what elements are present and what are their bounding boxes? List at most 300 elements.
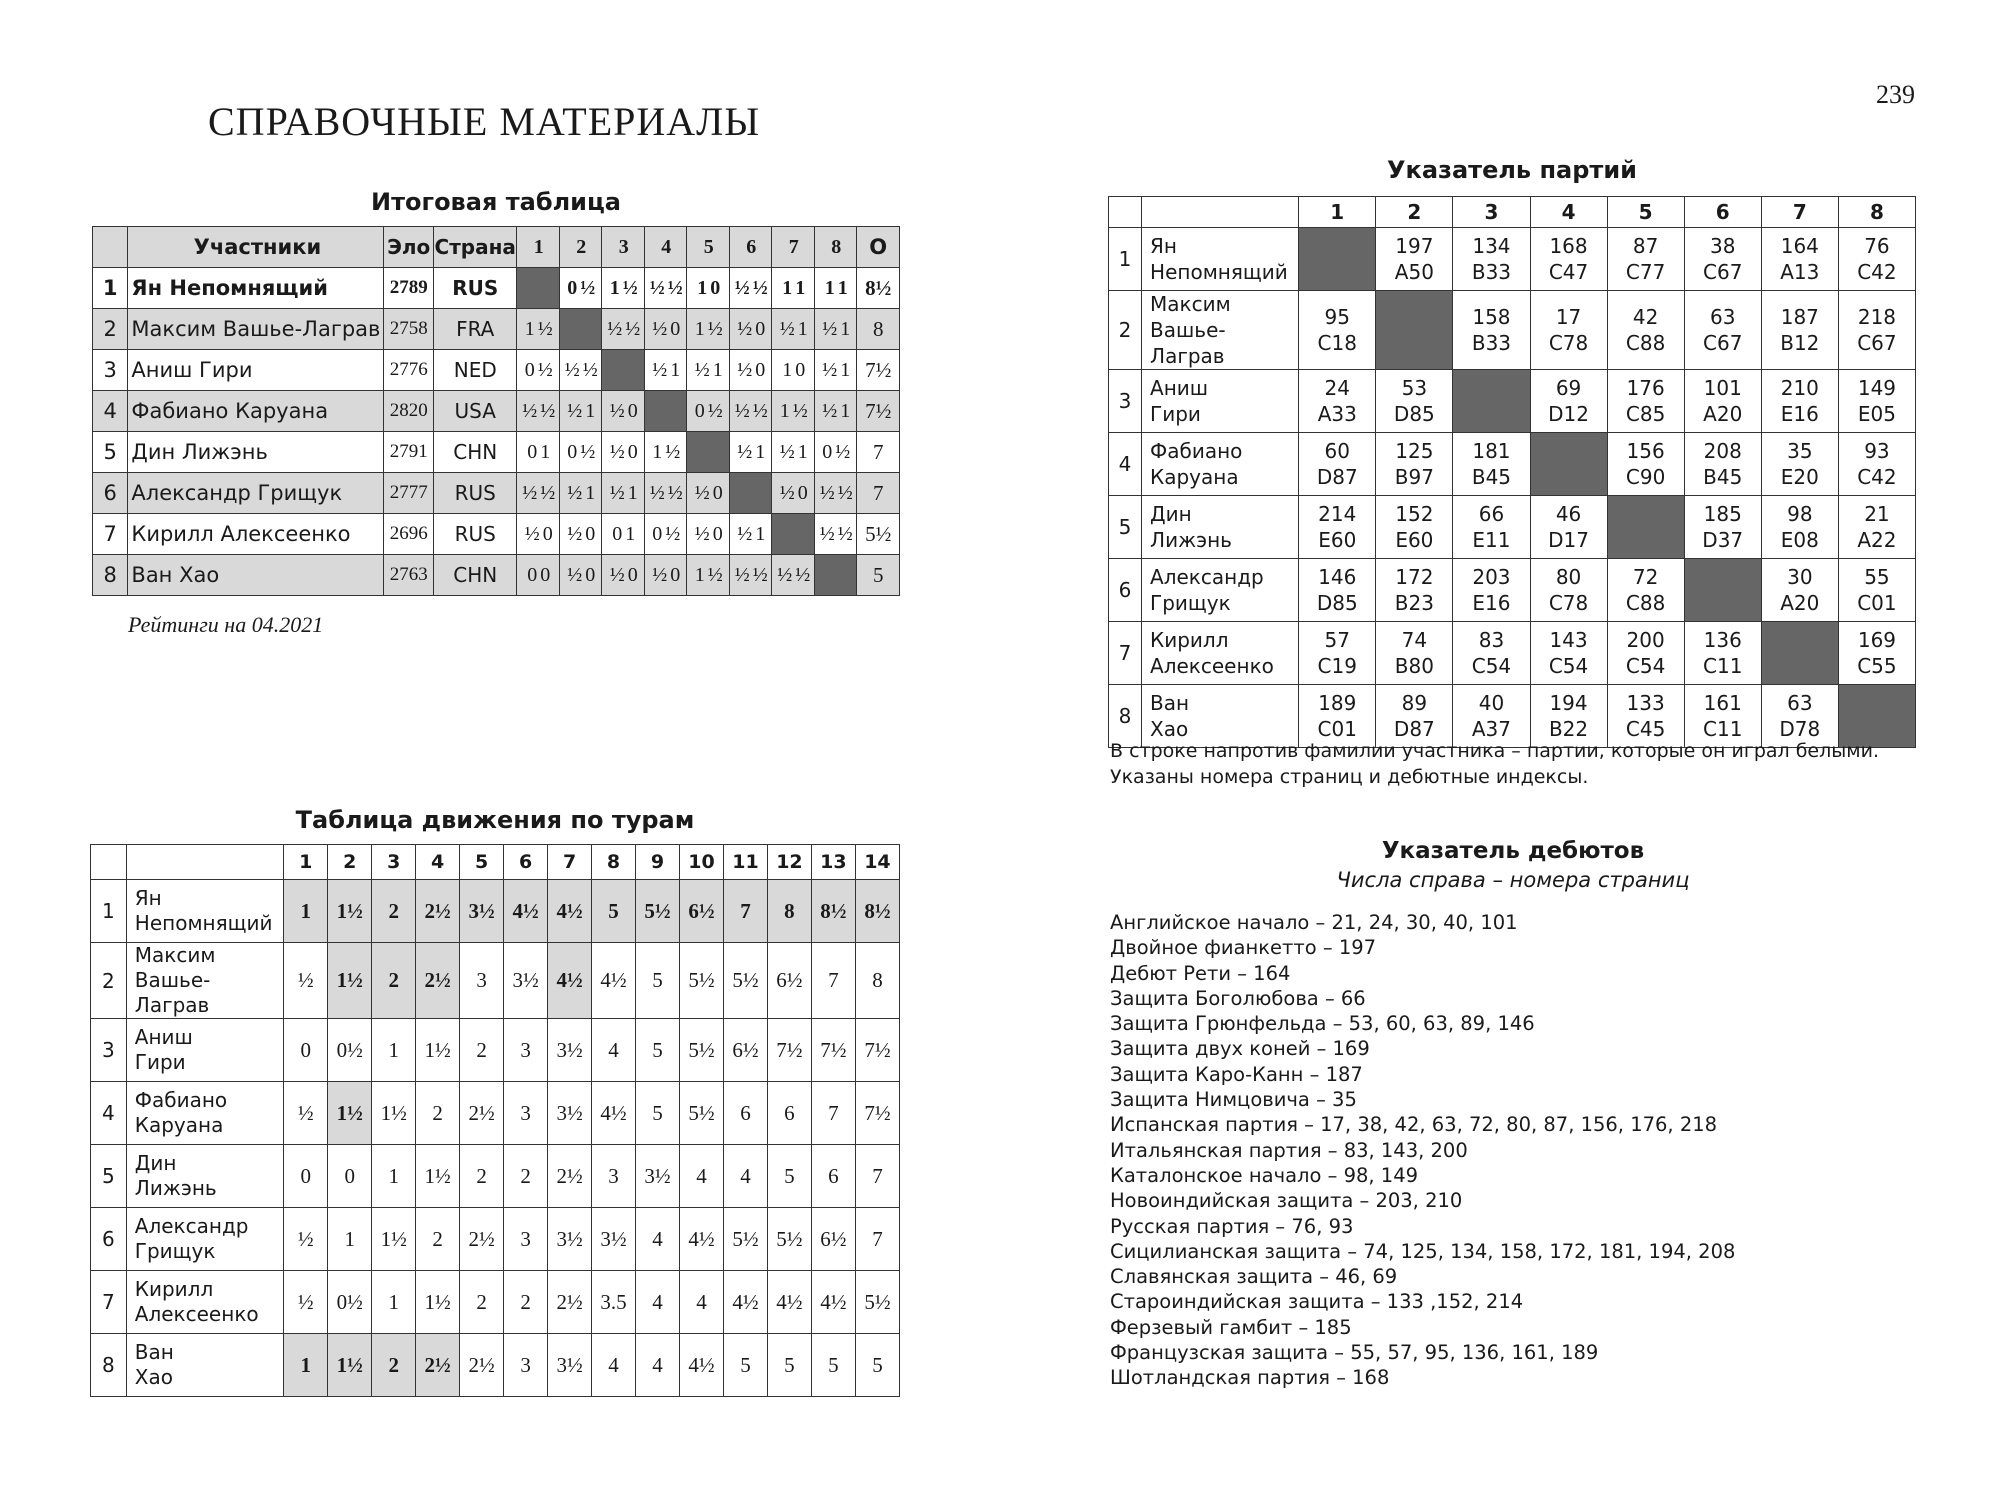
games-eco-code: C54 <box>1548 654 1589 678</box>
rounds-score: 1 <box>372 1271 416 1334</box>
rounds-score: 5 <box>767 1145 811 1208</box>
games-cell <box>1838 622 1915 685</box>
rounds-header-round: 13 <box>811 845 855 880</box>
games-cell <box>1761 559 1838 622</box>
standings-header-opponent: 6 <box>729 227 772 268</box>
games-player-name <box>1142 370 1299 433</box>
games-page-number: 21 <box>1864 502 1890 526</box>
rounds-score: 2½ <box>416 880 460 943</box>
games-eco-code: C78 <box>1548 331 1589 355</box>
games-player-first-name: Александр <box>1150 565 1264 589</box>
rounds-score: 5½ <box>723 943 767 1019</box>
games-cell <box>1684 228 1761 291</box>
games-cell <box>1838 433 1915 496</box>
rounds-score: 4½ <box>548 880 592 943</box>
standings-result: ½ 0 <box>602 432 645 473</box>
standings-result: ½ 0 <box>644 555 687 596</box>
rounds-player-first-name: Кирилл <box>134 1277 214 1301</box>
games-cell <box>1607 559 1684 622</box>
games-caption: Указатель партий <box>1387 156 1637 184</box>
rounds-score: 3 <box>504 1082 548 1145</box>
games-cell <box>1299 496 1376 559</box>
games-header-opponent: 2 <box>1376 197 1453 228</box>
standings-result: 0 ½ <box>559 268 602 309</box>
games-eco-code: C18 <box>1317 331 1357 355</box>
games-header-opponent: 4 <box>1530 197 1607 228</box>
games-row <box>1109 559 1916 622</box>
games-self-cell <box>1761 622 1838 685</box>
standings-result: ½ 1 <box>644 350 687 391</box>
games-eco-code: A13 <box>1780 260 1820 284</box>
standings-self-cell <box>687 432 730 473</box>
rounds-score: 2 <box>416 1082 460 1145</box>
games-eco-code: D87 <box>1393 717 1435 741</box>
rounds-score: 3 <box>504 1019 548 1082</box>
games-eco-code: B33 <box>1471 260 1512 284</box>
standings-total: 8½ <box>857 268 900 309</box>
games-cell <box>1607 622 1684 685</box>
rounds-rank: 5 <box>91 1145 127 1208</box>
games-player-first-name: Максим <box>1150 292 1231 316</box>
rounds-score: 2 <box>416 1208 460 1271</box>
rounds-score: 8½ <box>811 880 855 943</box>
games-cell <box>1453 622 1530 685</box>
standings-result: ½ ½ <box>644 473 687 514</box>
rounds-player-name <box>126 1334 284 1397</box>
standings-result: ½ ½ <box>729 268 772 309</box>
rounds-score: 7½ <box>811 1019 855 1082</box>
rounds-score: 7 <box>811 943 855 1019</box>
games-page-number: 146 <box>1318 565 1357 589</box>
rounds-score: 1½ <box>328 1082 372 1145</box>
rounds-score: ½ <box>284 1271 328 1334</box>
rounds-score: 5½ <box>636 880 680 943</box>
games-cell <box>1453 291 1530 370</box>
games-page-number: 101 <box>1703 376 1742 400</box>
rounds-score: 5½ <box>680 1019 724 1082</box>
rounds-score: 5½ <box>723 1208 767 1271</box>
games-page-number: 69 <box>1555 376 1582 400</box>
games-page-number: 46 <box>1555 502 1582 526</box>
rounds-score: 7½ <box>855 1082 899 1145</box>
games-eco-code: D85 <box>1393 402 1435 426</box>
rounds-caption: Таблица движения по турам <box>295 806 695 834</box>
games-page-number: 76 <box>1864 234 1890 258</box>
games-eco-code: B23 <box>1394 591 1434 615</box>
standings-result: ½ 0 <box>517 514 560 555</box>
games-eco-code: C67 <box>1857 331 1897 355</box>
rounds-player-first-name: Ван <box>134 1340 174 1364</box>
rounds-score: 1½ <box>372 1082 416 1145</box>
games-cell <box>1607 228 1684 291</box>
games-header-opponent: 5 <box>1607 197 1684 228</box>
standings-header-participants: Участники <box>128 227 384 268</box>
games-header-opponent: 7 <box>1761 197 1838 228</box>
games-page-number: 30 <box>1787 565 1813 589</box>
opening-item: Защита Нимцовича – 35 <box>1110 1088 1357 1112</box>
rounds-score: 5 <box>636 1082 680 1145</box>
rounds-player-name <box>126 1019 284 1082</box>
rounds-player-last-name: Хао <box>134 1365 173 1389</box>
standings-result: 0 ½ <box>644 514 687 555</box>
standings-row <box>93 514 900 555</box>
games-page-number: 93 <box>1864 439 1890 463</box>
standings-country: CHN <box>434 555 517 596</box>
games-eco-code: E05 <box>1857 402 1896 426</box>
rounds-score: 7½ <box>767 1019 811 1082</box>
games-cell <box>1838 370 1915 433</box>
games-eco-code: E60 <box>1395 528 1434 552</box>
rounds-row <box>91 1082 900 1145</box>
rounds-score: 5½ <box>855 1271 899 1334</box>
rounds-rank: 1 <box>91 880 127 943</box>
standings-rank: 1 <box>93 268 128 309</box>
rounds-score: 4 <box>680 1145 724 1208</box>
rounds-score: 4 <box>592 1019 636 1082</box>
games-page-number: 63 <box>1710 305 1736 329</box>
games-eco-code: C42 <box>1857 260 1897 284</box>
games-cell <box>1376 370 1453 433</box>
games-header-opponent: 6 <box>1684 197 1761 228</box>
rounds-header-row <box>91 845 900 880</box>
opening-item: Английское начало – 21, 24, 30, 40, 101 <box>1110 911 1518 934</box>
games-eco-code: C01 <box>1857 591 1897 615</box>
games-cell <box>1453 228 1530 291</box>
rounds-score: 0 <box>284 1145 328 1208</box>
games-cell <box>1376 496 1453 559</box>
games-cell <box>1838 496 1915 559</box>
standings-rank: 7 <box>93 514 128 555</box>
standings-result: 1 0 <box>687 268 730 309</box>
games-eco-code: C55 <box>1857 654 1897 678</box>
games-player-first-name: Фабиано <box>1150 439 1243 463</box>
standings-result: ½ 0 <box>644 309 687 350</box>
standings-elo: 2820 <box>384 391 434 432</box>
games-player-last-name: Грищук <box>1150 591 1231 615</box>
games-eco-code: A33 <box>1317 402 1357 426</box>
rounds-player-first-name: Ян <box>134 886 162 910</box>
standings-result: ½ 1 <box>559 391 602 432</box>
rounds-score: 1 <box>328 1208 372 1271</box>
rounds-header-name <box>126 845 284 880</box>
games-eco-code: B80 <box>1394 654 1434 678</box>
rounds-score: 5½ <box>680 1082 724 1145</box>
standings-elo: 2776 <box>384 350 434 391</box>
standings-result: ½ 1 <box>687 350 730 391</box>
rounds-score: 6½ <box>811 1208 855 1271</box>
games-page-number: 87 <box>1632 234 1659 258</box>
games-self-cell <box>1299 228 1376 291</box>
games-eco-code: C11 <box>1703 717 1743 741</box>
standings-header-opponent: 1 <box>517 227 560 268</box>
games-cell <box>1838 228 1915 291</box>
rounds-header-round: 12 <box>767 845 811 880</box>
rounds-score: 1½ <box>328 880 372 943</box>
games-page-number: 95 <box>1324 305 1350 329</box>
rounds-score: 2½ <box>460 1208 504 1271</box>
games-eco-code: E11 <box>1472 528 1511 552</box>
rounds-rank: 6 <box>91 1208 127 1271</box>
rounds-header-round: 6 <box>504 845 548 880</box>
games-player-name <box>1142 433 1299 496</box>
rounds-score: 0 <box>284 1019 328 1082</box>
games-cell <box>1453 559 1530 622</box>
games-page-number: 210 <box>1780 376 1819 400</box>
standings-country: RUS <box>434 473 517 514</box>
games-self-cell <box>1453 370 1530 433</box>
rounds-score: 7 <box>855 1145 899 1208</box>
opening-item: Славянская защита – 46, 69 <box>1110 1265 1398 1289</box>
rounds-score: 7½ <box>855 1019 899 1082</box>
opening-item: Защита Боголюбова – 66 <box>1110 986 1366 1010</box>
rounds-row <box>91 1145 900 1208</box>
games-eco-code: C01 <box>1317 717 1357 741</box>
standings-total: 7½ <box>857 350 900 391</box>
rounds-score: 4½ <box>680 1208 724 1271</box>
games-cell <box>1530 228 1607 291</box>
standings-rank: 6 <box>93 473 128 514</box>
standings-result: ½ 0 <box>559 514 602 555</box>
games-page-number: 189 <box>1318 691 1357 715</box>
games-player-first-name: Дин <box>1150 502 1192 526</box>
standings-self-cell <box>814 555 857 596</box>
rounds-score: 0 <box>328 1145 372 1208</box>
standings-result: ½ 0 <box>687 473 730 514</box>
standings-row <box>93 268 900 309</box>
games-page-number: 83 <box>1478 628 1505 652</box>
games-header-opponent: 1 <box>1299 197 1376 228</box>
games-cell <box>1761 496 1838 559</box>
rounds-score: 5½ <box>680 943 724 1019</box>
standings-result: ½ 1 <box>729 432 772 473</box>
games-rank: 4 <box>1109 433 1142 496</box>
rounds-score: 1½ <box>416 1145 460 1208</box>
standings-header-opponent: 8 <box>814 227 857 268</box>
games-page-number: 203 <box>1472 565 1511 589</box>
games-player-first-name: Кирилл <box>1150 628 1229 652</box>
standings-player-name: Кирилл Алексеенко <box>128 514 384 555</box>
rounds-score: 6½ <box>723 1019 767 1082</box>
games-self-cell <box>1607 496 1684 559</box>
games-eco-code: E16 <box>1472 591 1511 615</box>
games-eco-code: D78 <box>1779 717 1821 741</box>
opening-item: Защита Каро-Канн – 187 <box>1110 1062 1363 1086</box>
rounds-score: 6½ <box>680 880 724 943</box>
opening-item: Дебют Рети – 164 <box>1110 961 1291 985</box>
games-eco-code: A22 <box>1857 528 1897 552</box>
games-eco-code: E16 <box>1780 402 1819 426</box>
rounds-score: 3½ <box>548 1082 592 1145</box>
rounds-header-round: 5 <box>460 845 504 880</box>
rounds-score: 2 <box>372 1334 416 1397</box>
games-cell <box>1684 496 1761 559</box>
games-page-number: 143 <box>1549 628 1588 652</box>
standings-result: ½ ½ <box>772 555 815 596</box>
standings-result: ½ 0 <box>687 514 730 555</box>
games-rank: 5 <box>1109 496 1142 559</box>
rounds-score: 1½ <box>372 1208 416 1271</box>
games-self-cell <box>1376 291 1453 370</box>
rounds-score: 3½ <box>592 1208 636 1271</box>
games-eco-code: B33 <box>1471 331 1512 355</box>
games-eco-code: B45 <box>1471 465 1512 489</box>
rounds-score: 3½ <box>504 943 548 1019</box>
rounds-row <box>91 1208 900 1271</box>
standings-self-cell <box>729 473 772 514</box>
rounds-score: 5 <box>636 1019 680 1082</box>
games-eco-code: A20 <box>1780 591 1820 615</box>
standings-player-name: Фабиано Каруана <box>128 391 384 432</box>
standings-result: ½ ½ <box>644 268 687 309</box>
games-header-corner <box>1109 197 1142 228</box>
games-page-number: 24 <box>1324 376 1350 400</box>
rounds-player-last-name: Каруана <box>134 1113 224 1137</box>
games-eco-code: C88 <box>1625 331 1666 355</box>
opening-item: Русская партия – 76, 93 <box>1110 1214 1354 1238</box>
games-cell <box>1530 559 1607 622</box>
rounds-score: 1½ <box>328 1334 372 1397</box>
rounds-score: 1½ <box>328 943 372 1019</box>
rounds-score: 4 <box>636 1271 680 1334</box>
games-page-number: 134 <box>1472 234 1511 258</box>
rounds-score: 0½ <box>328 1019 372 1082</box>
games-self-cell <box>1684 559 1761 622</box>
standings-elo: 2696 <box>384 514 434 555</box>
games-page-number: 125 <box>1395 439 1434 463</box>
games-page-number: 55 <box>1864 565 1890 589</box>
games-header-row <box>1109 197 1916 228</box>
standings-self-cell <box>517 268 560 309</box>
games-player-last-name: Вашье-Лаграв <box>1150 318 1226 368</box>
standings-result: ½ 0 <box>602 555 645 596</box>
games-cell <box>1530 622 1607 685</box>
games-cell <box>1299 370 1376 433</box>
games-cell <box>1299 622 1376 685</box>
opening-item: Итальянская партия – 83, 143, 200 <box>1110 1138 1468 1162</box>
standings-result: ½ ½ <box>602 309 645 350</box>
rounds-score: 4½ <box>504 880 548 943</box>
rounds-score: 4 <box>636 1334 680 1397</box>
standings-result: 1 ½ <box>644 432 687 473</box>
games-player-last-name: Каруана <box>1150 465 1239 489</box>
rounds-score: 2 <box>460 1145 504 1208</box>
rounds-score: 3 <box>592 1145 636 1208</box>
games-page-number: 53 <box>1401 376 1428 400</box>
games-eco-code: B22 <box>1548 717 1589 741</box>
standings-self-cell <box>602 350 645 391</box>
standings-total: 5 <box>857 555 900 596</box>
games-cell <box>1607 433 1684 496</box>
standings-total: 8 <box>857 309 900 350</box>
standings-result: 0 1 <box>602 514 645 555</box>
games-player-last-name: Лижэнь <box>1150 528 1232 552</box>
games-eco-code: E20 <box>1780 465 1819 489</box>
standings-result: 1 1 <box>772 268 815 309</box>
games-cell <box>1530 370 1607 433</box>
rounds-header-round: 14 <box>855 845 899 880</box>
games-page-number: 168 <box>1549 234 1588 258</box>
games-eco-code: C47 <box>1548 260 1589 284</box>
rounds-score: 1½ <box>416 1271 460 1334</box>
standings-player-name: Дин Лижэнь <box>128 432 384 473</box>
opening-item: Сицилианская защита – 74, 125, 134, 158, 172, 181, 194, 208 <box>1110 1239 1736 1263</box>
standings-header-total: О <box>857 227 900 268</box>
games-player-first-name: Ян <box>1150 234 1178 258</box>
standings-header-opponent: 2 <box>559 227 602 268</box>
rounds-score: 4 <box>680 1271 724 1334</box>
rounds-score: 3½ <box>636 1145 680 1208</box>
games-cell <box>1684 622 1761 685</box>
games-page-number: 98 <box>1787 502 1813 526</box>
rounds-score: 2 <box>460 1271 504 1334</box>
standings-elo: 2763 <box>384 555 434 596</box>
standings-header-opponent: 5 <box>687 227 730 268</box>
standings-elo: 2758 <box>384 309 434 350</box>
games-page-number: 169 <box>1857 628 1897 652</box>
games-cell <box>1299 559 1376 622</box>
standings-result: ½ 1 <box>602 473 645 514</box>
games-eco-code: C11 <box>1703 654 1743 678</box>
standings-total: 7 <box>857 432 900 473</box>
rounds-score: 2 <box>372 880 416 943</box>
games-eco-code: D17 <box>1548 528 1589 552</box>
standings-total: 5½ <box>857 514 900 555</box>
rounds-player-last-name: Алексеенко <box>134 1302 259 1326</box>
standings-self-cell <box>644 391 687 432</box>
rounds-score: 7 <box>855 1208 899 1271</box>
rounds-score: 0½ <box>328 1271 372 1334</box>
rounds-row <box>91 943 900 1019</box>
opening-item: Шотландская партия – 168 <box>1110 1366 1390 1390</box>
games-eco-code: C90 <box>1625 465 1666 489</box>
rounds-header-round: 3 <box>372 845 416 880</box>
rounds-score: 8 <box>767 880 811 943</box>
standings-country: CHN <box>434 432 517 473</box>
games-player-last-name: Непомнящий <box>1150 260 1288 284</box>
standings-self-cell <box>772 514 815 555</box>
rounds-score: 5½ <box>767 1208 811 1271</box>
rounds-score: 1 <box>284 1334 328 1397</box>
games-eco-code: A20 <box>1703 402 1743 426</box>
rounds-score: 2 <box>372 943 416 1019</box>
games-player-last-name: Алексеенко <box>1150 654 1274 678</box>
games-player-name <box>1142 291 1299 370</box>
rounds-score: 2½ <box>548 1145 592 1208</box>
games-eco-code: B12 <box>1780 331 1820 355</box>
rounds-player-first-name: Александр <box>134 1214 249 1238</box>
rounds-header-round: 11 <box>723 845 767 880</box>
games-eco-code: D12 <box>1548 402 1589 426</box>
standings-result: 1 1 <box>814 268 857 309</box>
games-player-name <box>1142 559 1299 622</box>
games-cell <box>1530 496 1607 559</box>
standings-country: NED <box>434 350 517 391</box>
standings-elo: 2777 <box>384 473 434 514</box>
opening-item: Новоиндийская защита – 203, 210 <box>1110 1189 1463 1213</box>
opening-item: Староиндийская защита – 133 ,152, 214 <box>1110 1290 1524 1314</box>
games-page-number: 181 <box>1472 439 1511 463</box>
standings-total: 7½ <box>857 391 900 432</box>
standings-player-name: Аниш Гири <box>128 350 384 391</box>
games-page-number: 172 <box>1395 565 1434 589</box>
games-page-number: 185 <box>1703 502 1742 526</box>
standings-header-opponent: 7 <box>772 227 815 268</box>
games-cell <box>1684 433 1761 496</box>
standings-rank: 2 <box>93 309 128 350</box>
standings-result: 0 ½ <box>517 350 560 391</box>
rounds-player-name <box>126 1145 284 1208</box>
games-eco-code: C78 <box>1548 591 1589 615</box>
